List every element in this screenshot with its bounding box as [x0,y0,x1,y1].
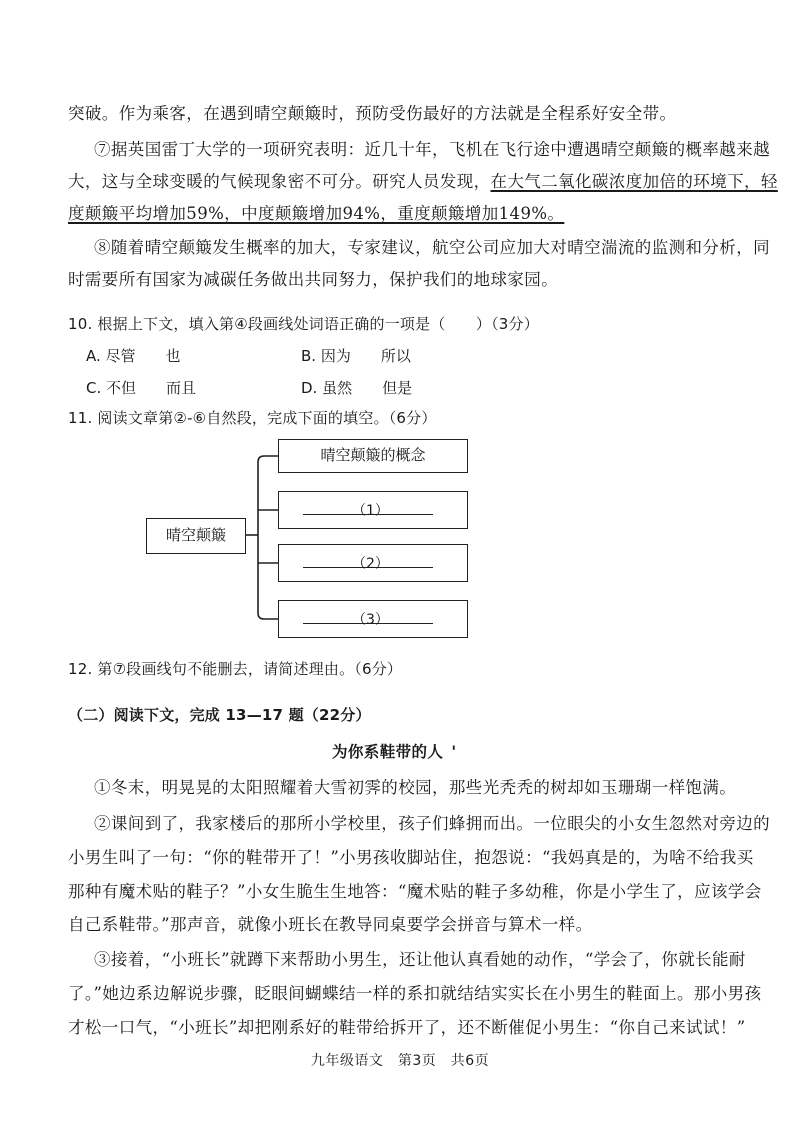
blank-number-1: （1） [352,503,389,519]
option-a-label: A. 尽管 [86,347,136,365]
passage-line: 突破。作为乘客，在遇到晴空颠簸时，预防受伤最好的方法就是全程系好安全带。 [68,104,677,123]
paragraph-8-line-1: ⑧随着晴空颠簸发生概率的加大，专家建议，航空公司应加大对晴空湍流的监测和分析，同 [94,238,770,257]
option-d-word: 但是 [382,379,413,397]
article-paragraph-3-line-3: 才松一口气，“小班长”却把刚系好的鞋带给拆开了，还不断催促小男生：“你自己来试试！” [68,1018,746,1037]
article-paragraph-2-line-4: 自己系鞋带。”那声音，就像小班长在教导同桌要学会拼音与算术一样。 [68,915,593,934]
option-a-word: 也 [165,347,181,365]
article-title [332,740,456,762]
option-b-word: 所以 [380,347,411,365]
paragraph-7-text: 大，这与全球变暖的气候现象密不可分。研究人员发现， [68,172,491,191]
blank-number-2: （2） [352,556,389,572]
stray-mark: ' [451,742,457,761]
option-c-word: 而且 [166,379,197,397]
root-box: 晴空颠簸 [146,518,246,554]
concept-box: 晴空颠簸的概念 [278,439,468,473]
section-2-heading: （二）阅读下文，完成 13—17 题（22分） [68,706,371,724]
question-10-stem: 10. 根据上下文，填入第④段画线处词语正确的一项是（ ）（3分） [68,315,539,333]
article-paragraph-1: ①冬末，明晃晃的太阳照耀着大雪初霁的校园，那些光秃秃的树却如玉珊瑚一样饱满。 [94,778,737,797]
article-paragraph-3-line-1: ③接着，“小班长”就蹲下来帮助小男生，还让他认真看她的动作，“学会了，你就长能耐 [94,950,746,969]
page-footer: 九年级语文 第3页 共6页 [310,1053,490,1069]
article-paragraph-2-line-2: 小男生叫了一句：“你的鞋带开了！”小男孩收脚站住，抱怨说：“我妈真是的，为啥不给我买 [68,848,754,867]
article-paragraph-2-line-3: 那种有魔术贴的鞋子？”小女生脆生生地答：“魔术贴的鞋子多幼稚，你是小学生了，应该学会 [68,882,762,901]
article-title-text: 为你系鞋带的人 [332,742,444,761]
article-paragraph-3-line-2: 了。”她边系边解说步骤，眨眼间蝴蝶结一样的系扣就结结实实长在小男生的鞋面上。那小男孩 [68,984,762,1003]
question-12-stem: 12. 第⑦段画线句不能删去，请简述理由。（6分） [68,660,403,678]
paragraph-7-line-3-underlined: 度颠簸平均增加59%，中度颠簸增加94%，重度颠簸增加149%。 [68,204,565,223]
blank-number-3: （3） [352,612,389,628]
option-b-label: B. 因为 [301,347,351,365]
option-c-label: C. 不但 [86,379,137,397]
question-11-stem: 11. 阅读文章第②-⑥自然段，完成下面的填空。（6分） [68,409,437,427]
paragraph-8-line-2: 时需要所有国家为减碳任务做出共同努力，保护我们的地球家园。 [68,270,559,289]
article-paragraph-2-line-1: ②课间到了，我家楼后的那所小学校里，孩子们蜂拥而出。一位眼尖的小女生忽然对旁边的 [94,814,770,833]
paragraph-7-line-1: ⑦据英国雷丁大学的一项研究表明：近几十年，飞机在飞行途中遭遇晴空颠簸的概率越来越 [94,140,770,159]
underlined-sentence: 在大气二氧化碳浓度加倍的环境下，轻 [490,172,778,191]
option-d-label: D. 虽然 [301,379,353,397]
